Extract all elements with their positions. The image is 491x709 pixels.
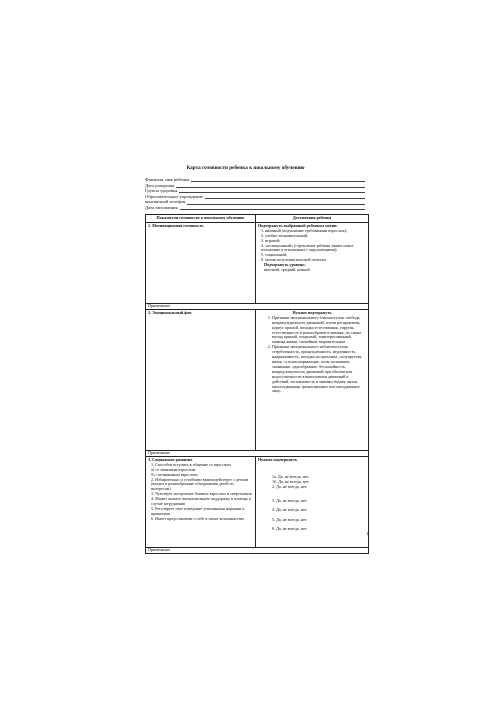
section-motivation [146, 223, 368, 310]
header-indicators: Показатели готовности к школьному обучению [146, 215, 256, 222]
section-social [146, 457, 368, 553]
social-content-left: 3. Социальное развитие 1. Способен вступить в общение со взрослым а) со знакомым взрослым б) с незнакомым взрослым 2. Избирательно и устойчиво взаимодействует с детьми (входит в разнообразные объединения детей по интересам) 3. Чувствует настроение близких взрослых и сверстников 4. Может оказать эмоциональную поддержку и помощь в случае затруднения 5. Регулирует свое поведение усвоенными нормами и правилами 6. Имеет представление о себе и своих возможностях [146, 457, 256, 547]
field-fill-date: Дата заполнения [145, 205, 365, 211]
readiness-table [145, 214, 369, 554]
field-birth-date: Дата рождения [145, 183, 365, 189]
emotional-content: Нужное подчеркнуть 1. Признаки эмоционального благополучия: свобода, непринужденность движений, плечи расправлены, корпус прямой, походка естественная, упругая, естественность и разнообразие в мимике, их смене, взгляд прямой, открытый, заинтересованный, мимика живая, спокойная, выразительная. 2. Признаки эмоционального неблагополучия: стеребленность, принужденность, медленность, напряженность, походка на цыпочках, полукруглая, вялая, сутулая.шаркающие, позы застывшие, скованные, однообразные; беспокойность, непредсказуемость движений при обилии или недостаточности в выполнении движений и действий; застенчивость и мимика бедная, вялая, малоподвижная; гримасничанье или неподвижное лицо. [256, 310, 368, 450]
note-social: Примечание: [146, 547, 368, 553]
field-health-group: Группа здоровья [145, 188, 365, 194]
emotional-label: 2. Эмоциональный фон [146, 310, 256, 450]
field-child-name: Фамилия, имя ребенка [145, 177, 365, 183]
field-phone: контактный телефон [145, 199, 365, 205]
table-header [146, 215, 368, 223]
note-motivation: Примечание: [146, 303, 368, 309]
social-content-right: Нужное подчеркнуть 1а. Да, не всегда, нет. 1б. Да, не всегда, нет. 2. Да, не всегда, нет. 3. Да, не всегда, нет. 4. Да, не всегда, нет. 5. Да, не всегда, нет. 6. Да, не всегда, нет. [258, 456, 310, 532]
note-emotional: Примечание: [146, 450, 368, 456]
info-fields [145, 177, 365, 211]
document-title: Карта готовности ребенка к школьному обучению [186, 165, 305, 171]
section-emotional [146, 310, 368, 457]
header-achievements: Достижения ребенка [292, 215, 332, 220]
motivation-label: 1. Мотивационная готовность [146, 223, 256, 303]
motivation-content: Подчеркнуть выбранный ребенком мотив: 1. внешний (подчинение требованиям взрослых); 2. учебно-познавательный; 3. игровой; 4. «позиционный» (стремление ребенка занять новое положение в отношениях с окружающими); 5. социальный; 6. мотив получения высокой отметки Подчеркнуть уровень: высокий, средний, низкий [258, 222, 354, 273]
page-number: 1 [366, 531, 369, 536]
field-institution: Образовательное учреждение [145, 194, 365, 200]
